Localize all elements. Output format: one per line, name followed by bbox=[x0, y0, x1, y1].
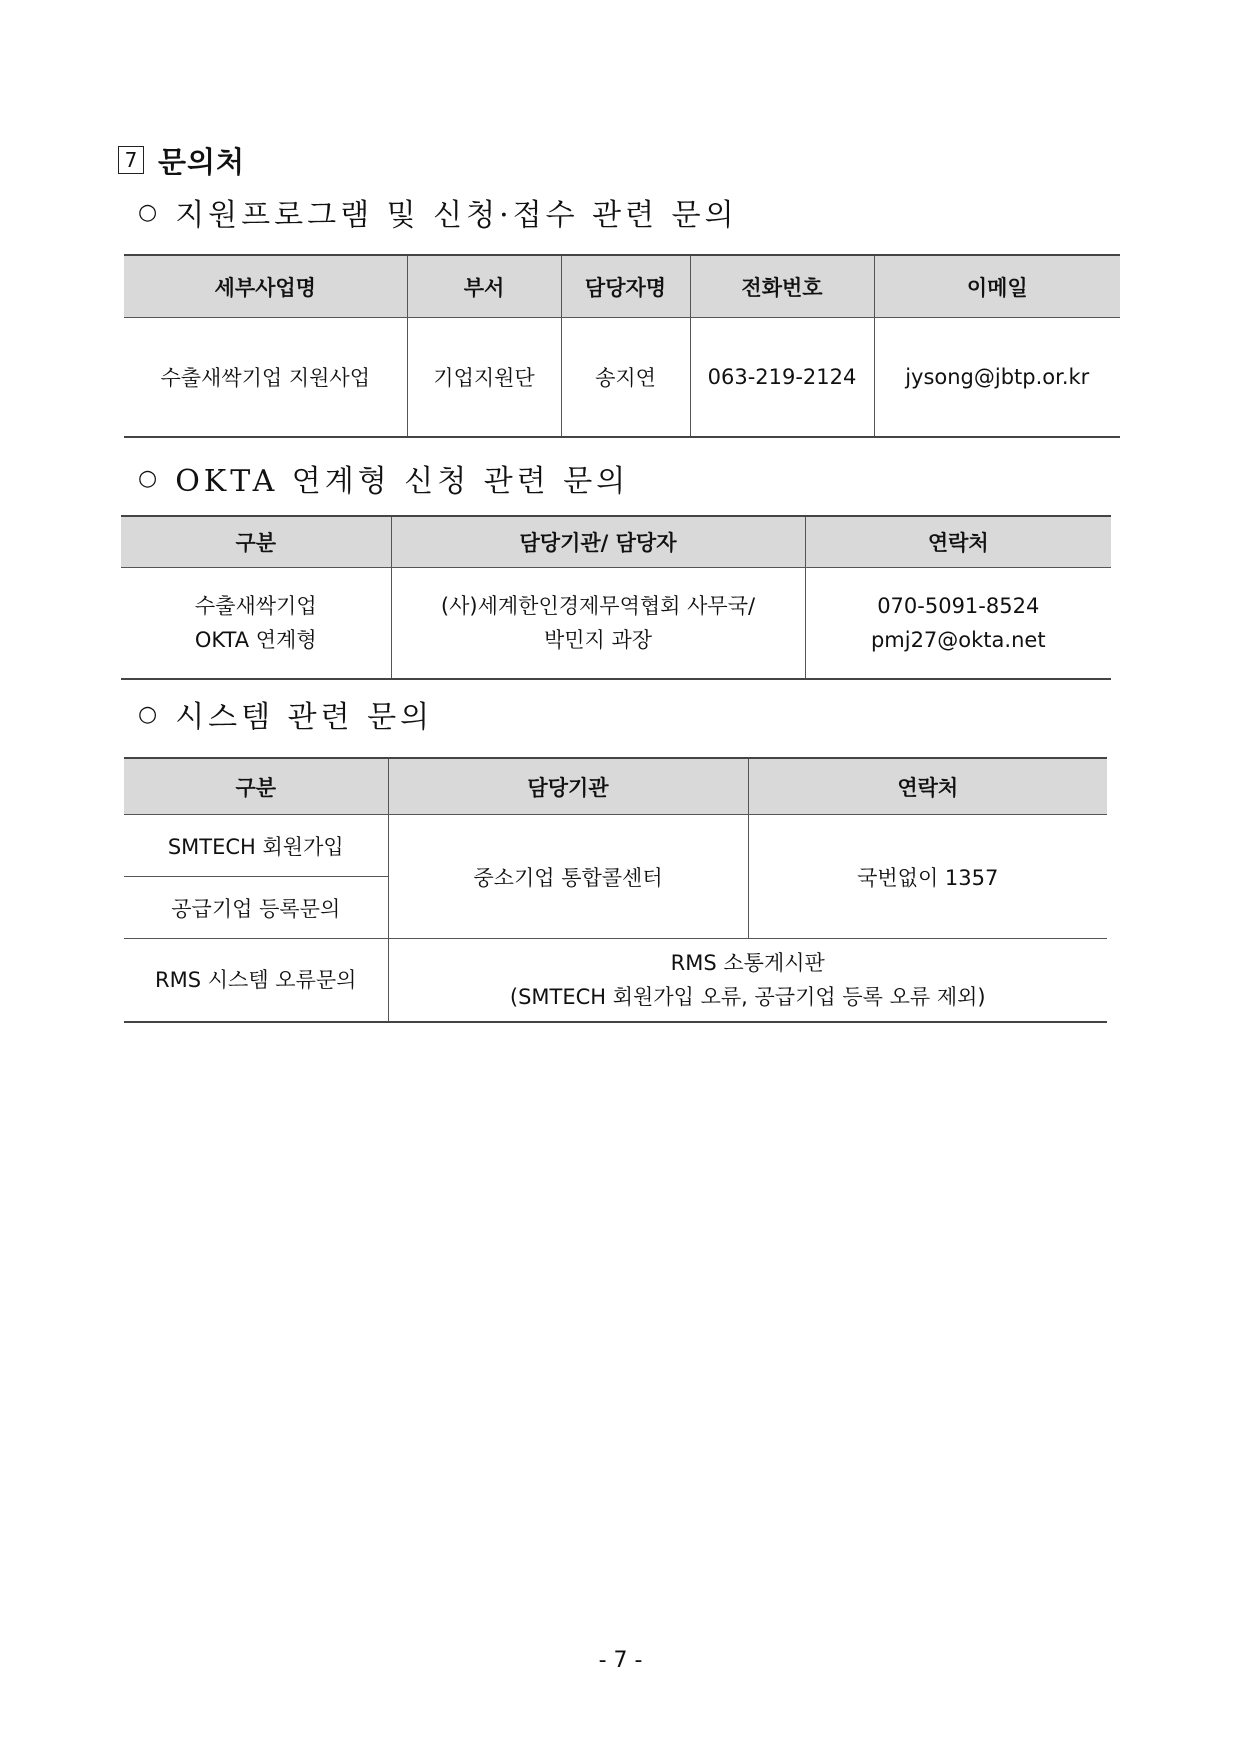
header-cell: 전화번호 bbox=[690, 255, 874, 318]
contact-person-cell: 송지연 bbox=[561, 318, 690, 438]
org-cell: 중소기업 통합콜센터 bbox=[388, 815, 748, 939]
okta-heading bbox=[138, 456, 629, 500]
header-cell: 구분 bbox=[124, 758, 388, 815]
phone-text: 070-5091-8524 bbox=[877, 594, 1040, 618]
merged-line: (SMTECH 회원가입 오류, 공급기업 등록 오류 제외) bbox=[509, 985, 986, 1009]
category-line: OKTA 연계형 bbox=[194, 628, 317, 652]
system-contact-table bbox=[124, 757, 1107, 1023]
category-cell bbox=[121, 568, 391, 680]
okta-heading-text: OKTA 연계형 신청 관련 문의 bbox=[175, 464, 630, 499]
section-number: 7 bbox=[118, 146, 144, 174]
contact-cell: 국번없이 1357 bbox=[748, 815, 1107, 939]
header-cell: 연락처 bbox=[748, 758, 1107, 815]
header-cell: 담당기관 bbox=[388, 758, 748, 815]
header-cell: 구분 bbox=[121, 516, 391, 568]
system-heading-text: 시스템 관련 문의 bbox=[175, 700, 434, 735]
merged-line: RMS 소통게시판 bbox=[670, 951, 825, 975]
category-cell: SMTECH 회원가입 bbox=[167, 834, 344, 859]
table-header-row bbox=[124, 758, 1107, 815]
table-row bbox=[124, 939, 1107, 1023]
table-header-row bbox=[121, 516, 1111, 568]
header-cell: 세부사업명 bbox=[124, 255, 407, 318]
header-cell: 연락처 bbox=[805, 516, 1111, 568]
phone-cell: 063-219-2124 bbox=[690, 318, 874, 438]
support-heading-text: 지원프로그램 및 신청·접수 관련 문의 bbox=[175, 198, 738, 233]
okta-contact-table bbox=[121, 515, 1111, 680]
category-line: 수출새싹기업 bbox=[194, 594, 317, 618]
section-heading bbox=[118, 140, 245, 180]
category-cell: RMS 시스템 오류문의 bbox=[124, 939, 388, 1023]
header-cell: 담당자명 bbox=[561, 255, 690, 318]
support-heading bbox=[138, 190, 738, 234]
table-row bbox=[124, 318, 1120, 438]
department-cell: 기업지원단 bbox=[407, 318, 561, 438]
system-heading bbox=[138, 692, 433, 736]
email-cell: jysong@jbtp.or.kr bbox=[874, 318, 1120, 438]
org-cell bbox=[391, 568, 805, 680]
table-header-row bbox=[124, 255, 1120, 318]
header-cell: 담당기관/ 담당자 bbox=[391, 516, 805, 568]
category-cell: 공급기업 등록문의 bbox=[124, 877, 388, 939]
merged-contact-cell bbox=[388, 939, 1107, 1023]
bullet-circle: ○ bbox=[138, 465, 158, 491]
org-line: (사)세계한인경제무역협회 사무국/ bbox=[440, 594, 756, 618]
table-row bbox=[124, 815, 1107, 877]
header-cell: 이메일 bbox=[874, 255, 1120, 318]
support-contact-table bbox=[124, 254, 1120, 438]
section-title: 문의처 bbox=[158, 144, 246, 179]
table-row bbox=[121, 568, 1111, 680]
bullet-circle: ○ bbox=[138, 199, 158, 225]
org-line: 박민지 과장 bbox=[543, 628, 653, 652]
header-cell: 부서 bbox=[407, 255, 561, 318]
email-text: pmj27@okta.net bbox=[870, 628, 1046, 652]
bullet-circle: ○ bbox=[138, 701, 158, 727]
contact-cell bbox=[805, 568, 1111, 680]
page-number: - 7 - bbox=[598, 1648, 643, 1673]
program-name-cell: 수출새싹기업 지원사업 bbox=[160, 366, 371, 390]
